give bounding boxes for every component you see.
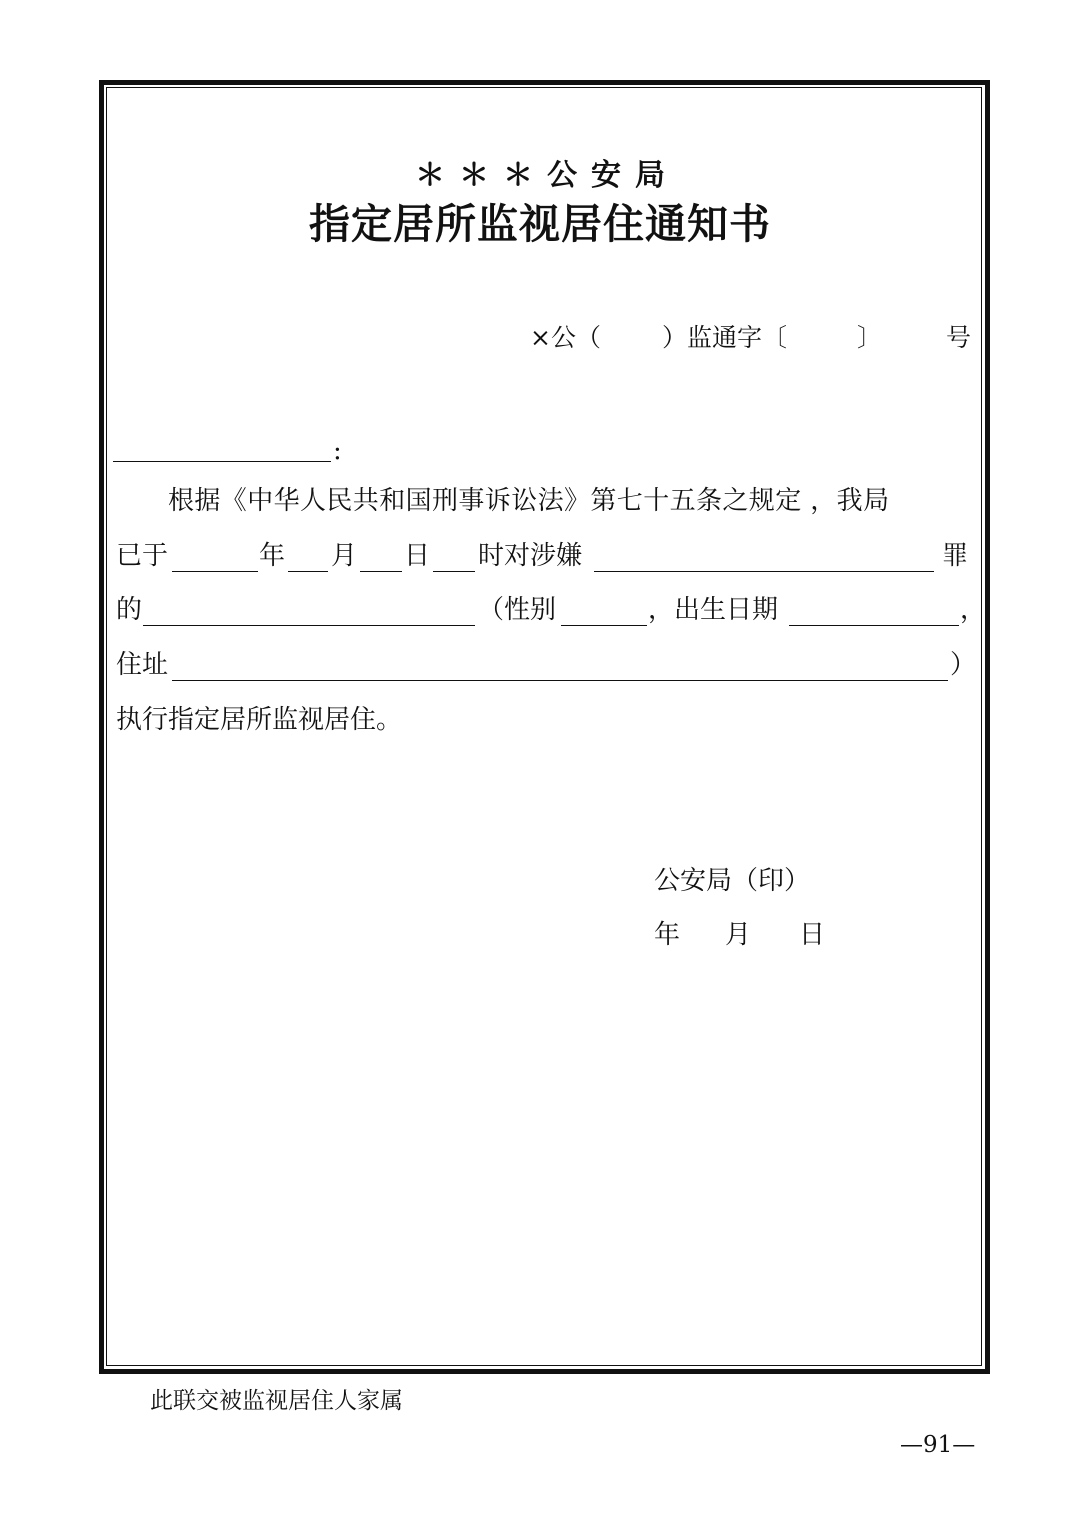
text-birth-date: ，出生日期 — [648, 595, 779, 625]
text-address-close: ） — [950, 650, 977, 680]
text-crime: 罪 — [942, 541, 969, 571]
hour-blank[interactable] — [433, 571, 475, 572]
paragraph-line-1: 根据《中华人民共和国刑事诉讼法》第七十五条之规定 ，我局 — [168, 486, 890, 516]
address-blank[interactable] — [172, 680, 948, 681]
copy-note: 此联交被监视居住人家属 — [150, 1388, 403, 1414]
page-number: —91— — [900, 1432, 976, 1458]
document-title: 指定居所监视居住通知书 — [309, 200, 771, 248]
text-comma: ， — [960, 595, 987, 625]
sign-date-year: 年 — [654, 920, 681, 950]
text-of: 的 — [116, 595, 143, 625]
doc-number-suffix: 号 — [946, 323, 972, 352]
text-execute: 执行指定居所监视居住。 — [116, 705, 403, 735]
month-blank[interactable] — [288, 571, 328, 572]
sign-date-month: 月 — [725, 920, 752, 950]
text-gender: （性别 — [478, 595, 557, 625]
text-month: 月 — [331, 541, 358, 571]
text-day: 日 — [404, 541, 431, 571]
text-already: 已于 — [116, 541, 169, 571]
text-address: 住址 — [116, 650, 169, 680]
name-blank[interactable] — [143, 625, 475, 626]
agency-name: ＊＊＊公安局 — [415, 158, 679, 193]
sign-date-day: 日 — [799, 920, 826, 950]
doc-number-prefix: ×公（ — [530, 323, 601, 352]
addressee-colon: : — [333, 436, 342, 466]
doc-number-middle: ）监通字〔 — [662, 323, 788, 352]
birth-date-blank[interactable] — [789, 625, 959, 626]
year-blank[interactable] — [172, 571, 258, 572]
text-year: 年 — [259, 541, 286, 571]
text-time-suspect: 时对涉嫌 — [478, 541, 583, 571]
day-blank[interactable] — [360, 571, 402, 572]
doc-number-bracket-close: 〕 — [857, 323, 883, 352]
gender-blank[interactable] — [561, 625, 647, 626]
seal-label: 公安局（印） — [654, 866, 811, 896]
addressee-blank[interactable] — [113, 461, 331, 462]
crime-blank[interactable] — [594, 571, 934, 572]
